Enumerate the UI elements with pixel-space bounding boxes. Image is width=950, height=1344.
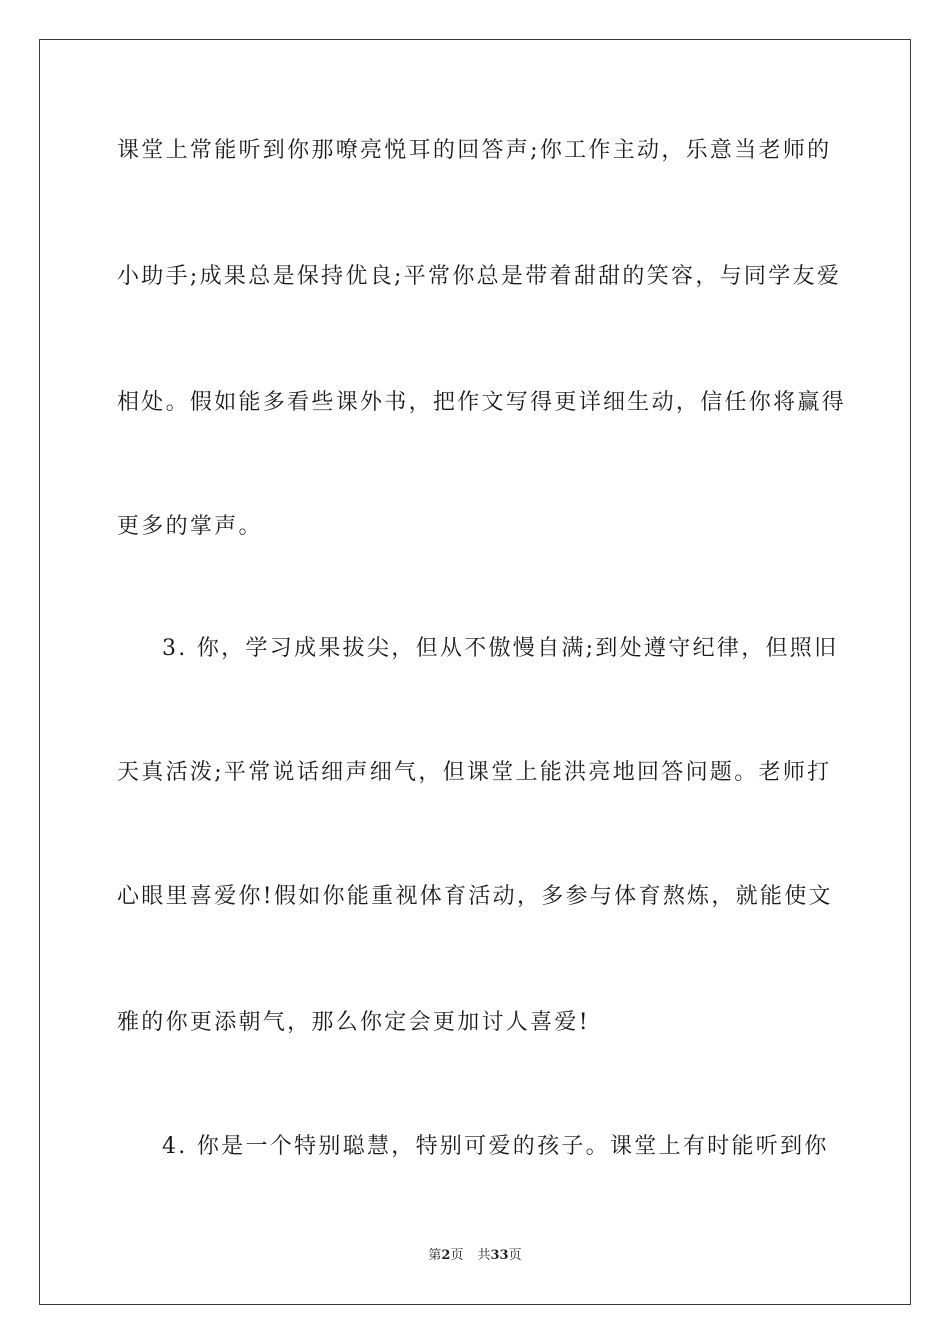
footer-total-suffix: 页 xyxy=(508,1248,522,1263)
footer-total-prefix: 共 xyxy=(477,1248,491,1263)
page-footer xyxy=(0,1247,950,1265)
text-line: 天真活泼;平常说话细声细气，但课堂上能洪亮地回答问题。老师打 xyxy=(117,760,832,785)
page-border xyxy=(39,39,911,1305)
text-line: 3. 你，学习成果拔尖，但从不傲慢自满;到处遵守纪律，但照旧 xyxy=(162,636,839,661)
footer-page-prefix: 第 xyxy=(428,1248,442,1263)
footer-total-number: 33 xyxy=(490,1248,509,1263)
footer-page-number: 2 xyxy=(441,1248,451,1263)
text-line: 心眼里喜爱你!假如你能重视体育活动，多参与体育熬炼，就能使文 xyxy=(117,884,833,909)
text-line: 相处。假如能多看些课外书，把作文写得更详细生动，信任你将赢得 xyxy=(117,390,847,415)
text-line: 更多的掌声。 xyxy=(117,514,263,539)
text-line: 课堂上常能听到你那嘹亮悦耳的回答声;你工作主动，乐意当老师的 xyxy=(117,138,832,163)
text-line: 雅的你更添朝气，那么你定会更加讨人喜爱! xyxy=(117,1010,590,1035)
text-line: 4. 你是一个特别聪慧，特别可爱的孩子。课堂上有时能听到你 xyxy=(162,1134,829,1159)
text-line: 小助手;成果总是保持优良;平常你总是带着甜甜的笑容，与同学友爱 xyxy=(117,264,842,289)
footer-page-suffix: 页 xyxy=(450,1248,464,1263)
